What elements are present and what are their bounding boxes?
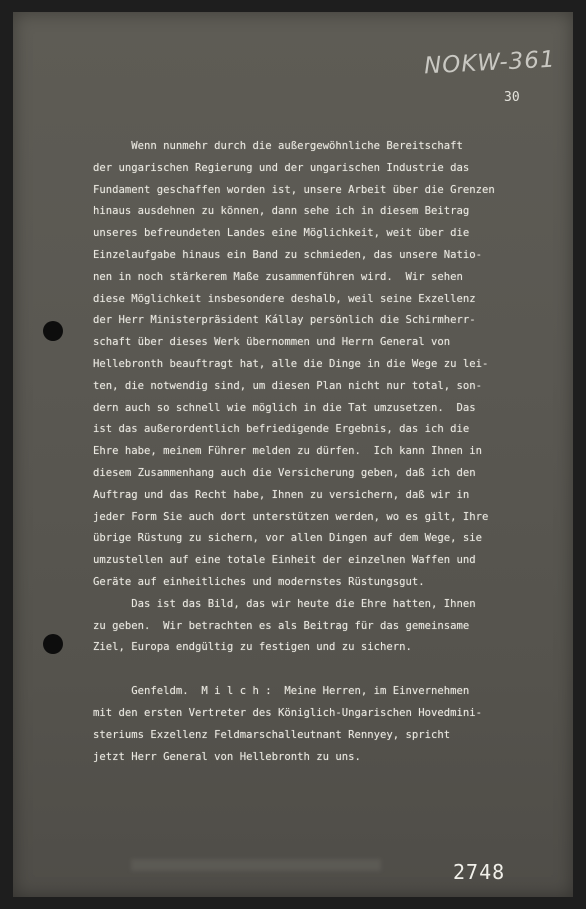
page-number: 30 (504, 90, 520, 105)
text-line: hinaus ausdehnen zu können, dann sehe ich in diesem Beitrag (93, 205, 470, 218)
text-line: zu geben. Wir betrachten es als Beitrag für das gemeinsame (93, 619, 470, 632)
text-line: unseres befreundeten Landes eine Möglichkeit, weit über die (93, 227, 470, 240)
text-line: Ehre habe, meinem Führer melden zu dürfen. Ich kann Ihnen in (93, 445, 483, 458)
paragraph-gap (93, 659, 563, 681)
punch-hole-lower (43, 634, 63, 654)
text-line: ten, die notwendig sind, um diesen Plan nicht nur total, son- (93, 379, 483, 392)
punch-hole-upper (43, 321, 63, 341)
text-line: ist das außerordentlich befriedigende Ergebnis, das ich die (93, 423, 470, 436)
closing-line: steriums Exzellenz Feldmarschalleutnant Rennyey, spricht (93, 728, 451, 741)
text-line: Das ist das Bild, das wir heute die Ehre hatten, Ihnen (93, 597, 476, 610)
closing-line: mit den ersten Vertreter des Königlich-Ungarischen Hovedmini- (93, 706, 483, 719)
closing-line: Genfeldm. M i l c h : Meine Herren, im Einvernehmen (93, 685, 470, 698)
text-line: umzustellen auf eine totale Einheit der einzelnen Waffen und (93, 554, 476, 567)
closing-line: jetzt Herr General von Hellebronth zu uns. (93, 750, 361, 763)
body-text (93, 136, 563, 768)
document-page (13, 12, 573, 897)
text-line: der Herr Ministerpräsident Kállay persönlich die Schirmherr- (93, 314, 476, 327)
faded-bleed-through (131, 859, 381, 871)
document-number-stamp: 2748 (453, 860, 506, 884)
text-line: diesem Zusammenhang auch die Versicherung geben, daß ich den (93, 466, 476, 479)
text-line: Auftrag und das Recht habe, Ihnen zu versichern, daß wir in (93, 488, 470, 501)
text-line: jeder Form Sie auch dort unterstützen werden, wo es gilt, Ihre (93, 510, 489, 523)
text-line: Geräte auf einheitliches und modernstes Rüstungsgut. (93, 575, 425, 588)
text-line: Ziel, Europa endgültig zu festigen und zu sichern. (93, 641, 412, 654)
text-line: schaft über dieses Werk übernommen und Herrn General von (93, 336, 451, 349)
text-line: Wenn nunmehr durch die außergewöhnliche Bereitschaft (93, 140, 463, 152)
text-line: Einzelaufgabe hinaus ein Band zu schmieden, das unsere Natio- (93, 248, 483, 261)
text-line: Hellebronth beauftragt hat, alle die Dinge in die Wege zu lei- (93, 357, 489, 370)
text-line: der ungarischen Regierung und der ungarischen Industrie das (93, 161, 470, 174)
text-line: übrige Rüstung zu sichern, vor allen Dingen auf dem Wege, sie (93, 532, 483, 545)
text-line: dern auch so schnell wie möglich in die Tat umzusetzen. Das (93, 401, 476, 414)
text-line: diese Möglichkeit insbesondere deshalb, weil seine Exzellenz (93, 292, 476, 305)
text-line: Fundament geschaffen worden ist, unsere Arbeit über die Grenzen (93, 183, 495, 196)
text-line: nen in noch stärkerem Maße zusammenführen wird. Wir sehen (93, 270, 463, 283)
handwritten-reference: NOKW-361 (423, 46, 557, 80)
